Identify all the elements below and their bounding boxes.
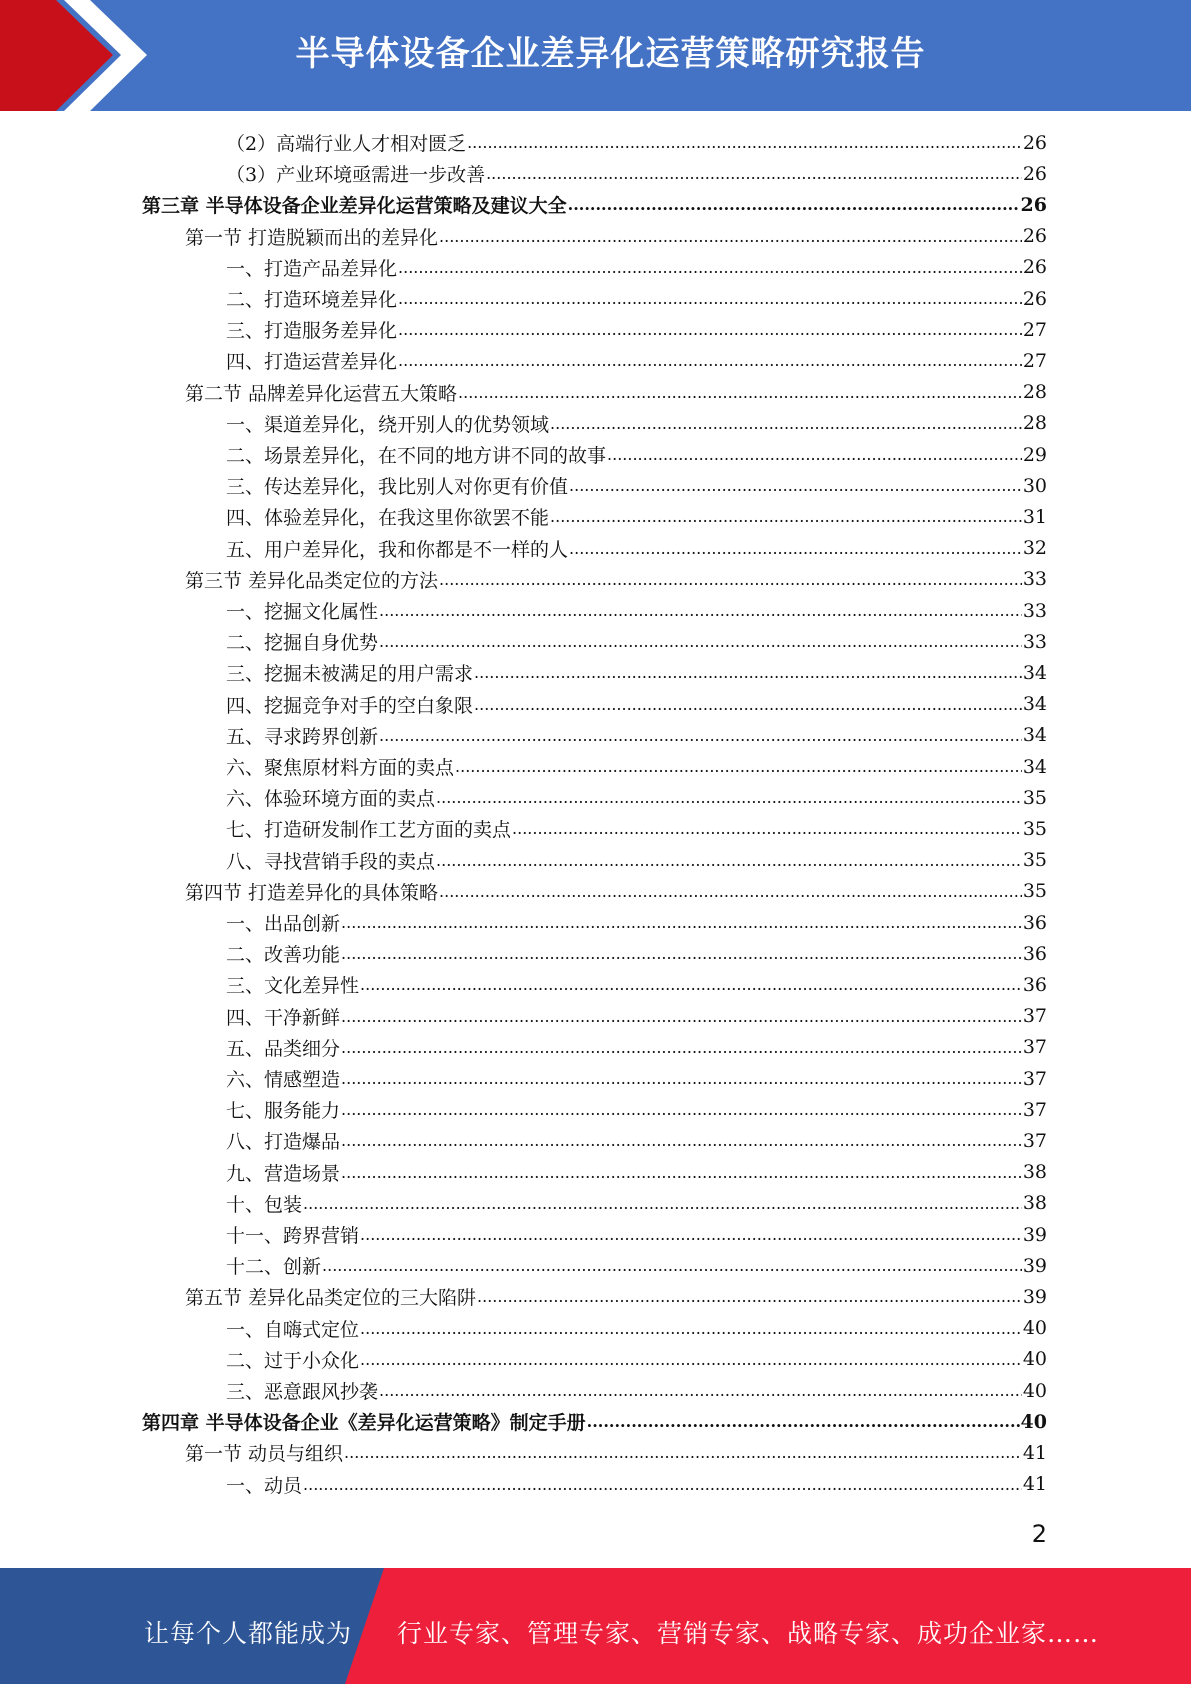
toc-entry[interactable] bbox=[226, 1063, 1047, 1094]
toc-entry-page: 34 bbox=[1022, 724, 1047, 747]
toc-entry-page: 41 bbox=[1022, 1441, 1047, 1464]
toc-entry[interactable] bbox=[226, 1250, 1047, 1281]
toc-entry-page: 29 bbox=[1022, 443, 1047, 466]
toc-entry[interactable] bbox=[185, 564, 1047, 595]
toc-entry-title: 四、打造运营差异化 bbox=[226, 351, 398, 374]
toc-entry-title: 一、打造产品差异化 bbox=[226, 257, 398, 280]
toc-entry-title: 八、打造爆品 bbox=[226, 1131, 341, 1154]
toc-entry-title: 四、体验差异化，在我这里你欲罢不能 bbox=[226, 507, 550, 530]
toc-entry[interactable] bbox=[226, 657, 1047, 688]
toc-entry-page: 27 bbox=[1022, 349, 1047, 372]
toc-entry[interactable] bbox=[226, 470, 1047, 501]
toc-dot-leader bbox=[436, 845, 1022, 876]
toc-entry[interactable] bbox=[226, 782, 1047, 813]
toc-entry-title: 第三节 差异化品类定位的方法 bbox=[185, 569, 439, 592]
toc-dot-leader bbox=[341, 907, 1022, 938]
toc-entry-page: 37 bbox=[1022, 1098, 1047, 1121]
toc-dot-leader bbox=[344, 1437, 1022, 1468]
toc-entry[interactable] bbox=[226, 252, 1047, 283]
toc-entry-page: 35 bbox=[1022, 849, 1047, 872]
toc-dot-leader bbox=[379, 720, 1022, 751]
toc-dot-leader bbox=[569, 470, 1022, 501]
toc-dot-leader bbox=[303, 1469, 1022, 1500]
toc-entry-title: 五、品类细分 bbox=[226, 1037, 341, 1060]
toc-entry[interactable] bbox=[226, 845, 1047, 876]
toc-dot-leader bbox=[436, 782, 1022, 813]
toc-entry[interactable] bbox=[226, 314, 1047, 345]
toc-entry-title: 三、传达差异化，我比别人对你更有价值 bbox=[226, 476, 569, 499]
toc-entry[interactable] bbox=[226, 283, 1047, 314]
toc-entry-page: 34 bbox=[1022, 661, 1047, 684]
toc-entry-title: 五、寻求跨界创新 bbox=[226, 725, 379, 748]
toc-entry-page: 28 bbox=[1022, 381, 1047, 404]
toc-entry-page: 37 bbox=[1022, 1036, 1047, 1059]
toc-entry-page: 30 bbox=[1022, 474, 1047, 497]
toc-entry[interactable] bbox=[226, 969, 1047, 1000]
toc-entry-title: 二、改善功能 bbox=[226, 944, 341, 967]
toc-entry-page: 26 bbox=[1020, 193, 1047, 216]
toc-entry-page: 39 bbox=[1022, 1285, 1047, 1308]
toc-entry-page: 37 bbox=[1022, 1067, 1047, 1090]
toc-entry-title: 三、挖掘未被满足的用户需求 bbox=[226, 663, 474, 686]
toc-entry-page: 26 bbox=[1022, 162, 1047, 185]
toc-dot-leader bbox=[341, 1125, 1022, 1156]
toc-entry-page: 39 bbox=[1022, 1223, 1047, 1246]
toc-entry-title: 五、用户差异化，我和你都是不一样的人 bbox=[226, 538, 569, 561]
toc-entry-title: 三、打造服务差异化 bbox=[226, 320, 398, 343]
toc-dot-leader bbox=[474, 657, 1022, 688]
toc-entry-page: 35 bbox=[1022, 880, 1047, 903]
toc-entry-title: 四、挖掘竞争对手的空白象限 bbox=[226, 694, 474, 717]
toc-entry-title: 六、聚焦原材料方面的卖点 bbox=[226, 757, 455, 779]
footer-slogan-left: 让每个人都能成为 bbox=[144, 1619, 353, 1648]
report-title: 半导体设备企业差异化运营策略研究报告 bbox=[295, 34, 926, 74]
toc-dot-leader bbox=[322, 1250, 1022, 1281]
toc-entry-page: 40 bbox=[1022, 1317, 1047, 1340]
toc-dot-leader bbox=[458, 377, 1022, 408]
toc-entry-page: 34 bbox=[1022, 755, 1047, 778]
toc-entry-title: 六、情感塑造 bbox=[226, 1069, 341, 1091]
toc-dot-leader bbox=[398, 314, 1022, 345]
toc-entry-page: 33 bbox=[1022, 599, 1047, 622]
toc-entry-title: 二、挖掘自身优势 bbox=[226, 632, 379, 655]
toc-dot-leader bbox=[379, 626, 1022, 657]
toc-entry[interactable] bbox=[226, 751, 1047, 782]
toc-entry-title: 一、渠道差异化，绕开别人的优势领域 bbox=[226, 413, 550, 436]
toc-entry-title: 一、挖掘文化属性 bbox=[226, 601, 379, 623]
toc-entry-page: 35 bbox=[1022, 786, 1047, 809]
toc-entry-title: （2）高端行业人才相对匮乏 bbox=[226, 133, 467, 155]
toc-entry-title: 七、服务能力 bbox=[226, 1100, 341, 1123]
toc-entry-page: 37 bbox=[1022, 1005, 1047, 1028]
toc-entry-title: 一、动员 bbox=[226, 1474, 303, 1497]
toc-dot-leader bbox=[486, 158, 1022, 189]
toc-entry-title: 一、出品创新 bbox=[226, 913, 341, 935]
toc-dot-leader bbox=[477, 1281, 1022, 1312]
toc-entry-title: 第五节 差异化品类定位的三大陷阱 bbox=[185, 1287, 477, 1310]
toc-dot-leader bbox=[341, 1032, 1022, 1063]
toc-entry[interactable] bbox=[226, 689, 1047, 720]
toc-entry-title: 十二、创新 bbox=[226, 1256, 322, 1279]
toc-entry-page: 40 bbox=[1022, 1348, 1047, 1371]
toc-entry[interactable] bbox=[226, 626, 1047, 657]
toc-dot-leader bbox=[360, 969, 1022, 1000]
toc-entry[interactable] bbox=[226, 439, 1047, 470]
toc-entry[interactable] bbox=[226, 1157, 1047, 1188]
toc-entry-title: 一、自嗨式定位 bbox=[226, 1318, 360, 1341]
toc-entry-page: 40 bbox=[1022, 1379, 1047, 1402]
toc-entry[interactable] bbox=[185, 1281, 1047, 1312]
toc-dot-leader bbox=[379, 1375, 1022, 1406]
toc-entry-page: 36 bbox=[1022, 911, 1047, 934]
toc-entry-title: （3）产业环境亟需进一步改善 bbox=[226, 164, 486, 187]
toc-entry-title: 二、过于小众化 bbox=[226, 1349, 360, 1372]
toc-entry-title: 七、打造研发制作工艺方面的卖点 bbox=[226, 819, 512, 842]
toc-entry-page: 26 bbox=[1022, 225, 1047, 248]
toc-entry-page: 38 bbox=[1022, 1161, 1047, 1184]
toc-entry[interactable] bbox=[226, 1125, 1047, 1156]
toc-dot-leader bbox=[341, 938, 1022, 969]
toc-entry-page: 38 bbox=[1022, 1192, 1047, 1215]
toc-entry-page: 33 bbox=[1022, 568, 1047, 591]
toc-entry[interactable] bbox=[226, 533, 1047, 564]
toc-entry[interactable] bbox=[226, 127, 1047, 158]
page-header bbox=[0, 0, 1191, 111]
toc-entry-page: 37 bbox=[1022, 1129, 1047, 1152]
toc-dot-leader bbox=[341, 1063, 1022, 1094]
toc-entry-title: 第四节 打造差异化的具体策略 bbox=[185, 881, 439, 904]
toc-dot-leader bbox=[550, 501, 1022, 532]
toc-entry-page: 36 bbox=[1022, 973, 1047, 996]
toc-dot-leader bbox=[379, 595, 1022, 626]
toc-entry-title: 第二节 品牌差异化运营五大策略 bbox=[185, 382, 458, 405]
toc-entry[interactable] bbox=[226, 345, 1047, 376]
toc-entry-page: 40 bbox=[1020, 1410, 1047, 1433]
toc-entry-page: 31 bbox=[1022, 505, 1047, 528]
toc-dot-leader bbox=[607, 439, 1022, 470]
toc-entry-title: 三、文化差异性 bbox=[226, 975, 360, 998]
toc-dot-leader bbox=[303, 1188, 1022, 1219]
toc-entry[interactable] bbox=[185, 876, 1047, 907]
toc-entry-title: 九、营造场景 bbox=[226, 1162, 341, 1185]
toc-entry[interactable] bbox=[226, 595, 1047, 626]
toc-dot-leader bbox=[341, 1001, 1022, 1032]
toc-entry-title: 二、打造环境差异化 bbox=[226, 289, 398, 311]
toc-dot-leader bbox=[455, 751, 1022, 782]
toc-entry[interactable] bbox=[226, 938, 1047, 969]
toc-dot-leader bbox=[360, 1313, 1022, 1344]
toc-dot-leader bbox=[439, 564, 1022, 595]
toc-entry-page: 26 bbox=[1022, 256, 1047, 279]
toc-dot-leader bbox=[360, 1219, 1022, 1250]
toc-dot-leader bbox=[474, 689, 1022, 720]
toc-entry[interactable] bbox=[226, 1032, 1047, 1063]
toc-dot-leader bbox=[587, 1406, 1020, 1437]
toc-entry-page: 26 bbox=[1022, 287, 1047, 310]
toc-entry-page: 27 bbox=[1022, 318, 1047, 341]
toc-dot-leader bbox=[398, 345, 1022, 376]
toc-entry-page: 35 bbox=[1022, 817, 1047, 840]
toc-dot-leader bbox=[341, 1157, 1022, 1188]
toc-dot-leader bbox=[439, 221, 1022, 252]
toc-dot-leader bbox=[568, 189, 1020, 220]
page-number: 2 bbox=[1031, 1520, 1047, 1548]
toc-entry-page: 34 bbox=[1022, 693, 1047, 716]
toc-dot-leader bbox=[569, 533, 1022, 564]
toc-entry-title: 二、场景差异化，在不同的地方讲不同的故事 bbox=[226, 445, 607, 467]
toc-entry[interactable] bbox=[185, 377, 1047, 408]
toc-dot-leader bbox=[360, 1344, 1022, 1375]
toc-dot-leader bbox=[439, 876, 1022, 907]
toc-entry[interactable] bbox=[226, 1344, 1047, 1375]
toc-entry[interactable] bbox=[226, 1001, 1047, 1032]
toc-entry-page: 33 bbox=[1022, 630, 1047, 653]
toc-entry-page: 28 bbox=[1022, 412, 1047, 435]
toc-entry[interactable] bbox=[185, 221, 1047, 252]
toc-entry[interactable] bbox=[226, 1219, 1047, 1250]
toc-entry-title: 四、干净新鲜 bbox=[226, 1006, 341, 1029]
footer-slogan-right: 行业专家、管理专家、营销专家、战略专家、成功企业家…… bbox=[397, 1619, 1100, 1648]
toc-entry[interactable] bbox=[226, 1188, 1047, 1219]
toc-entry-page: 32 bbox=[1022, 537, 1047, 560]
page-footer bbox=[0, 1568, 1191, 1684]
toc-dot-leader bbox=[467, 127, 1022, 158]
toc-entry[interactable] bbox=[226, 907, 1047, 938]
toc-entry[interactable] bbox=[142, 1406, 1047, 1437]
toc-entry-title: 十、包装 bbox=[226, 1193, 303, 1216]
toc-entry[interactable] bbox=[226, 158, 1047, 189]
toc-entry-title: 第三章 半导体设备企业差异化运营策略及建议大全 bbox=[142, 195, 567, 218]
toc-entry-title: 六、体验环境方面的卖点 bbox=[226, 788, 436, 811]
toc-entry[interactable] bbox=[142, 189, 1047, 220]
toc-dot-leader bbox=[341, 1094, 1022, 1125]
toc-dot-leader bbox=[550, 408, 1022, 439]
toc-dot-leader bbox=[398, 252, 1022, 283]
toc-entry[interactable] bbox=[226, 408, 1047, 439]
toc-entry[interactable] bbox=[226, 720, 1047, 751]
toc-entry[interactable] bbox=[226, 1094, 1047, 1125]
toc-entry-title: 十一、跨界营销 bbox=[226, 1225, 360, 1247]
toc-entry[interactable] bbox=[226, 1313, 1047, 1344]
toc-entry-page: 41 bbox=[1022, 1473, 1047, 1496]
toc-entry[interactable] bbox=[226, 813, 1047, 844]
toc-dot-leader bbox=[512, 813, 1022, 844]
toc-entry[interactable] bbox=[185, 1437, 1047, 1468]
toc-entry[interactable] bbox=[226, 1375, 1047, 1406]
toc-entry-title: 三、恶意跟风抄袭 bbox=[226, 1381, 379, 1403]
toc-entry-title: 八、寻找营销手段的卖点 bbox=[226, 850, 436, 873]
toc-entry[interactable] bbox=[226, 1469, 1047, 1500]
toc-entry-title: 第一节 动员与组织 bbox=[185, 1443, 344, 1466]
toc-entry-page: 39 bbox=[1022, 1254, 1047, 1277]
toc-entry-title: 第四章 半导体设备企业《差异化运营策略》制定手册 bbox=[142, 1412, 586, 1435]
toc-entry[interactable] bbox=[226, 501, 1047, 532]
toc-entry-title: 第一节 打造脱颖而出的差异化 bbox=[185, 226, 439, 249]
toc-entry-page: 26 bbox=[1022, 131, 1047, 154]
toc-entry-page: 36 bbox=[1022, 942, 1047, 965]
toc-dot-leader bbox=[398, 283, 1022, 314]
